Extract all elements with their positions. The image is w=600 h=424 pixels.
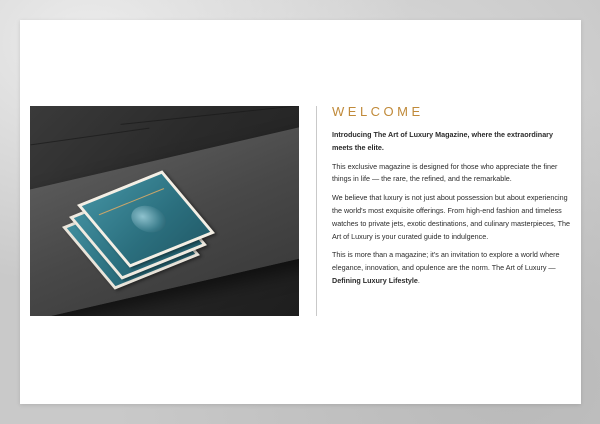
floor-seam: [120, 106, 299, 125]
document-page: [20, 20, 581, 404]
vertical-divider: [316, 106, 317, 316]
paragraph-exclusive: This exclusive magazine is designed for those who appreciate the finer things in life — the rare, the refined, and the remarkable.: [332, 161, 558, 184]
text-column: [332, 104, 572, 294]
tagline: Defining Luxury Lifestyle: [332, 275, 418, 285]
tagline-period: .: [417, 275, 420, 285]
floor-seam: [31, 128, 150, 146]
paragraph-belief: We believe that luxury is not just about possession but about experiencing the world's most exquisite offerings. From high-end fashion and timeless watches to private jets, exotic destinations, and culinary masterpieces, The Art of Luxury is your curated guide to indulgence.: [332, 193, 570, 241]
cover-sculpture: [124, 201, 172, 236]
page-heading: WELCOME: [332, 104, 424, 119]
intro-paragraph: Introducing The Art of Luxury Magazine, where the extraordinary meets the elite.: [332, 130, 553, 152]
magazine-stack-photo: [30, 106, 299, 316]
invitation-text: This is more than a magazine; it's an invitation to explore a world where elegance, innovation, and opulence are the norm. The Art of Luxury —: [332, 250, 560, 273]
paragraph-invitation: [332, 249, 572, 287]
